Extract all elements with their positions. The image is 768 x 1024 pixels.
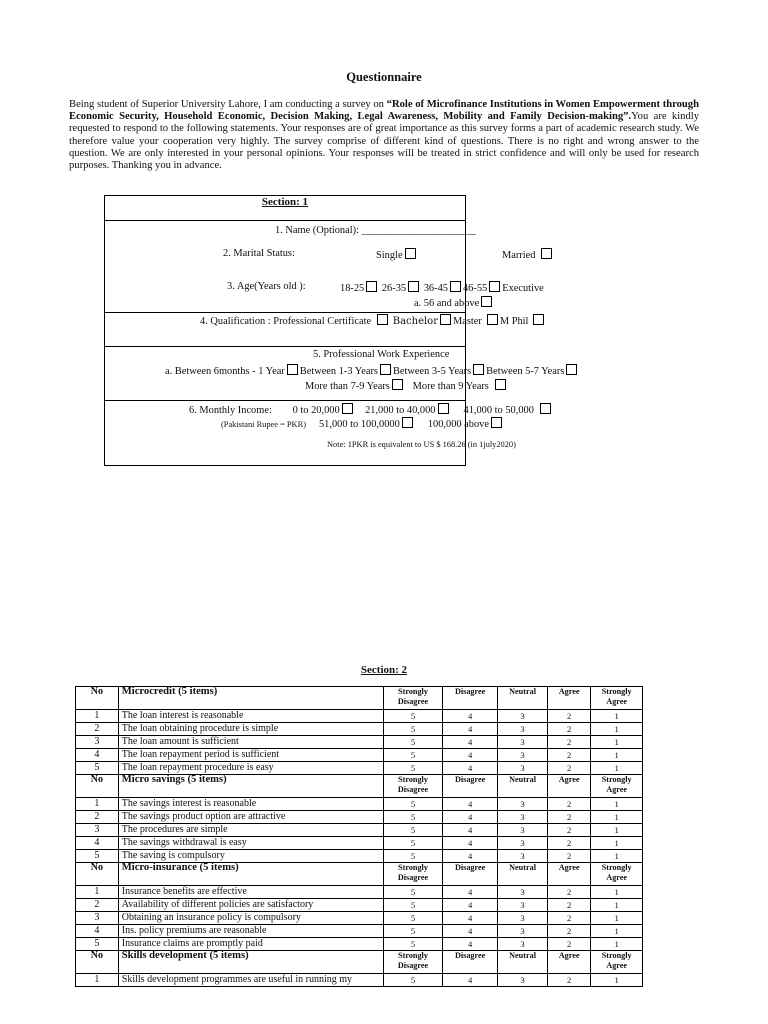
score-cell[interactable]: 2: [547, 837, 591, 850]
score-cell[interactable]: 5: [384, 938, 443, 951]
score-cell[interactable]: 4: [442, 899, 497, 912]
item-statement: The savings interest is reasonable: [118, 798, 383, 811]
q1-name-field[interactable]: 1. Name (Optional): ______________________: [275, 225, 476, 236]
no-column-header: No: [76, 863, 119, 886]
score-cell[interactable]: 1: [591, 925, 643, 938]
q1-row: [105, 220, 476, 240]
scale-header: Neutral: [498, 775, 548, 798]
score-cell[interactable]: 4: [442, 925, 497, 938]
score-cell[interactable]: 3: [498, 974, 548, 987]
score-cell[interactable]: 1: [591, 886, 643, 899]
q3-opt-56-label: a. 56 and above: [414, 298, 480, 309]
score-cell[interactable]: 2: [547, 850, 591, 863]
q5-opt-1-3y: Between 1-3 Years: [299, 366, 378, 377]
exchange-rate-note: Note: 1PKR is equivalent to US $ 168.26 (in 1july2020): [327, 440, 516, 449]
table-row: [76, 912, 643, 925]
q4-opt-mphil: M Phil: [499, 316, 529, 327]
q5-opt-3-5y: Between 3-5 Years: [392, 366, 472, 377]
score-cell[interactable]: 1: [591, 798, 643, 811]
q6-label: 6. Monthly Income:: [189, 405, 272, 416]
q2-single-label: Single: [376, 250, 403, 261]
score-cell[interactable]: 3: [498, 886, 548, 899]
score-cell[interactable]: 4: [442, 723, 497, 736]
score-cell[interactable]: 4: [442, 837, 497, 850]
q4-options: [200, 314, 546, 327]
item-number: 4: [76, 925, 119, 938]
score-cell[interactable]: 3: [498, 938, 548, 951]
item-statement: The procedures are simple: [118, 824, 383, 837]
checkbox-icon[interactable]: [533, 314, 544, 325]
checkbox-icon[interactable]: [491, 417, 502, 428]
no-column-header: No: [76, 687, 119, 710]
item-statement: Insurance claims are promptly paid: [118, 938, 383, 951]
item-statement: Skills development programmes are useful in running my: [118, 974, 383, 987]
score-cell[interactable]: 3: [498, 912, 548, 925]
checkbox-icon[interactable]: [366, 281, 377, 292]
q6-opt-51000-100000: 51,000 to 100,0000: [318, 419, 400, 430]
scale-header: Neutral: [498, 687, 548, 710]
item-statement: Ins. policy premiums are reasonable: [118, 925, 383, 938]
q3-label: 3. Age(Years old ):: [227, 281, 306, 292]
checkbox-icon[interactable]: [489, 281, 500, 292]
item-number: 5: [76, 938, 119, 951]
score-cell[interactable]: 1: [591, 850, 643, 863]
score-cell[interactable]: 4: [442, 798, 497, 811]
score-cell[interactable]: 5: [384, 974, 443, 987]
q6-row: [105, 400, 534, 466]
score-cell[interactable]: 2: [547, 824, 591, 837]
checkbox-icon[interactable]: [541, 248, 552, 259]
checkbox-icon[interactable]: [377, 314, 388, 325]
checkbox-icon[interactable]: [287, 364, 298, 375]
scale-header: Agree: [547, 775, 591, 798]
q4-row: [105, 312, 529, 346]
checkbox-icon[interactable]: [566, 364, 577, 375]
table-row: [76, 824, 643, 837]
item-number: 2: [76, 811, 119, 824]
scale-header: Strongly Agree: [591, 951, 643, 974]
table-row: [76, 736, 643, 749]
scale-header: Strongly Agree: [591, 775, 643, 798]
q3-options: [340, 281, 544, 294]
item-statement: The loan repayment period is sufficient: [118, 749, 383, 762]
item-number: 3: [76, 912, 119, 925]
q6-opt-0-20000: 0 to 20,000: [292, 405, 340, 416]
score-cell[interactable]: 5: [384, 925, 443, 938]
table-row: [76, 938, 643, 951]
table-row: [76, 811, 643, 824]
score-cell[interactable]: 2: [547, 762, 591, 775]
scale-header: Strongly Agree: [591, 687, 643, 710]
checkbox-icon[interactable]: [495, 379, 506, 390]
item-number: 1: [76, 886, 119, 899]
no-column-header: No: [76, 951, 119, 974]
score-cell[interactable]: 3: [498, 798, 548, 811]
scale-header: Strongly Disagree: [384, 775, 443, 798]
group-header-row: [76, 687, 643, 710]
q2-single-option[interactable]: [376, 248, 418, 261]
score-cell[interactable]: 5: [384, 837, 443, 850]
scale-header: Agree: [547, 687, 591, 710]
q2-label: 2. Marital Status:: [223, 248, 295, 259]
table-row: [76, 886, 643, 899]
q3-opt-46-55: 46-55: [462, 283, 488, 294]
score-cell[interactable]: 2: [547, 938, 591, 951]
item-statement: Insurance benefits are effective: [118, 886, 383, 899]
checkbox-icon[interactable]: [438, 403, 449, 414]
q5-opt-5-7y: Between 5-7 Years: [486, 366, 565, 377]
intro-text-2: You are kindly requested to respond to the following statements. Your responses are of great importance as this survey forms a part of academic research study. We therefore value your cooperation very highly. The survey comprise of different kind of questions. There is no right and wrong answer to the question. We are only interested in your personal opinions. Your responses will be treated in strict confidence and will only be used for research purposes. Thanking you in advance.: [69, 111, 699, 172]
score-cell[interactable]: 3: [498, 710, 548, 723]
checkbox-icon[interactable]: [487, 314, 498, 325]
table-row: [76, 837, 643, 850]
score-cell[interactable]: 2: [547, 798, 591, 811]
checkbox-icon[interactable]: [408, 281, 419, 292]
table-row: [76, 723, 643, 736]
q5-options-line1: [165, 364, 579, 377]
score-cell[interactable]: 2: [547, 886, 591, 899]
no-column-header: No: [76, 775, 119, 798]
score-cell[interactable]: 4: [442, 974, 497, 987]
section-2-header: Section: 2: [360, 664, 408, 676]
score-cell[interactable]: 5: [384, 736, 443, 749]
score-cell[interactable]: 4: [442, 824, 497, 837]
score-cell[interactable]: 3: [498, 850, 548, 863]
score-cell[interactable]: 5: [384, 824, 443, 837]
q6-opt-21000-40000: 21,000 to 40,000: [365, 405, 436, 416]
score-cell[interactable]: 5: [384, 723, 443, 736]
score-cell[interactable]: 3: [498, 749, 548, 762]
checkbox-icon[interactable]: [440, 314, 451, 325]
score-cell[interactable]: 5: [384, 912, 443, 925]
score-cell[interactable]: 1: [591, 710, 643, 723]
score-cell[interactable]: 2: [547, 749, 591, 762]
scale-header: Disagree: [442, 687, 497, 710]
scale-header: Neutral: [498, 863, 548, 886]
q6-opt-100000-above: 100,000 above: [427, 419, 489, 430]
score-cell[interactable]: 4: [442, 938, 497, 951]
table-row: [76, 850, 643, 863]
group-title: Micro savings (5 items): [118, 775, 383, 798]
score-cell[interactable]: 4: [442, 886, 497, 899]
page-title: Questionnaire: [346, 70, 422, 84]
score-cell[interactable]: 1: [591, 899, 643, 912]
score-cell[interactable]: 3: [498, 925, 548, 938]
score-cell[interactable]: 2: [547, 912, 591, 925]
score-cell[interactable]: 5: [384, 749, 443, 762]
checkbox-icon[interactable]: [405, 248, 416, 259]
scale-header: Strongly Agree: [591, 863, 643, 886]
q6-currency-note: (Pakistani Rupee = PKR): [221, 420, 306, 429]
score-cell[interactable]: 1: [591, 736, 643, 749]
score-cell[interactable]: 1: [591, 974, 643, 987]
item-statement: The saving is compulsory: [118, 850, 383, 863]
q4-opt-master: Master: [453, 316, 482, 327]
q3-opt-18-25: 18-25: [340, 283, 365, 294]
score-cell[interactable]: 1: [591, 749, 643, 762]
item-number: 5: [76, 762, 119, 775]
group-header-row: [76, 863, 643, 886]
item-statement: Obtaining an insurance policy is compulsory: [118, 912, 383, 925]
score-cell[interactable]: 1: [591, 824, 643, 837]
group-title: Microcredit (5 items): [118, 687, 383, 710]
checkbox-icon[interactable]: [481, 296, 492, 307]
q6-options-line2: [221, 417, 504, 430]
q6-options-line1: [189, 403, 553, 416]
item-number: 2: [76, 723, 119, 736]
q3-opt-56-above[interactable]: [414, 296, 494, 309]
score-cell[interactable]: 2: [547, 925, 591, 938]
score-cell[interactable]: 4: [442, 850, 497, 863]
score-cell[interactable]: 2: [547, 899, 591, 912]
score-cell[interactable]: 1: [591, 811, 643, 824]
item-number: 3: [76, 736, 119, 749]
score-cell[interactable]: 3: [498, 762, 548, 775]
section-1-box: [104, 195, 565, 466]
checkbox-icon[interactable]: [380, 364, 391, 375]
item-statement: The loan obtaining procedure is simple: [118, 723, 383, 736]
group-header-row: [76, 775, 643, 798]
q4-label: 4. Qualification : Professional Certificate: [200, 316, 372, 327]
score-cell[interactable]: 3: [498, 723, 548, 736]
item-statement: The savings withdrawal is easy: [118, 837, 383, 850]
intro-study-title: “Role of Microfinance Institutions in Women Empowerment through Economic Security, Household Economic, Decision Making, Legal Awareness, Mobility and Family Decision-making”.: [69, 99, 699, 123]
scale-header: Agree: [547, 863, 591, 886]
score-cell[interactable]: 1: [591, 912, 643, 925]
score-cell[interactable]: 3: [498, 824, 548, 837]
q3-opt-executive: Executive: [502, 283, 544, 294]
score-cell[interactable]: 1: [591, 762, 643, 775]
score-cell[interactable]: 3: [498, 811, 548, 824]
q5-row: [105, 346, 565, 400]
score-cell[interactable]: 4: [442, 762, 497, 775]
q2-married-option[interactable]: [502, 248, 554, 261]
table-row: [76, 974, 643, 987]
item-number: 1: [76, 974, 119, 987]
item-number: 1: [76, 710, 119, 723]
checkbox-icon[interactable]: [450, 281, 461, 292]
score-cell[interactable]: 5: [384, 710, 443, 723]
scale-header: Strongly Disagree: [384, 863, 443, 886]
score-cell[interactable]: 2: [547, 710, 591, 723]
likert-table: [75, 686, 643, 987]
score-cell[interactable]: 2: [547, 723, 591, 736]
table-row: [76, 899, 643, 912]
score-cell[interactable]: 2: [547, 736, 591, 749]
score-cell[interactable]: 4: [442, 710, 497, 723]
q5-opt-7-9y: More than 7-9 Years: [305, 381, 390, 392]
q3-opt-26-35: 26-35: [381, 283, 407, 294]
item-number: 4: [76, 837, 119, 850]
q4-opt-bachelor: Bachelor: [392, 316, 438, 327]
score-cell[interactable]: 1: [591, 723, 643, 736]
score-cell[interactable]: 5: [384, 850, 443, 863]
score-cell[interactable]: 4: [442, 749, 497, 762]
q5-opt-9y: More than 9 Years: [412, 381, 489, 392]
score-cell[interactable]: 4: [442, 811, 497, 824]
checkbox-icon[interactable]: [473, 364, 484, 375]
table-row: [76, 798, 643, 811]
table-row: [76, 925, 643, 938]
score-cell[interactable]: 5: [384, 811, 443, 824]
scale-header: Disagree: [442, 951, 497, 974]
intro-text-1: Being student of Superior University Lahore, I am conducting a survey on: [69, 99, 387, 110]
item-statement: The loan amount is sufficient: [118, 736, 383, 749]
checkbox-icon[interactable]: [540, 403, 551, 414]
score-cell[interactable]: 5: [384, 886, 443, 899]
table-row: [76, 749, 643, 762]
q3-opt-36-45: 36-45: [423, 283, 448, 294]
q5-options-line2: [305, 379, 508, 392]
score-cell[interactable]: 5: [384, 762, 443, 775]
score-cell[interactable]: 3: [498, 899, 548, 912]
scale-header: Disagree: [442, 775, 497, 798]
item-number: 5: [76, 850, 119, 863]
intro-paragraph: [69, 99, 699, 172]
q2-row: [105, 240, 536, 270]
score-cell[interactable]: 4: [442, 736, 497, 749]
q2-married-label: Married: [502, 250, 536, 261]
group-title: Micro-insurance (5 items): [118, 863, 383, 886]
table-row: [76, 710, 643, 723]
checkbox-icon[interactable]: [392, 379, 403, 390]
section-1-header: Section: 1: [261, 196, 309, 208]
score-cell[interactable]: 1: [591, 938, 643, 951]
table-row: [76, 762, 643, 775]
q6-opt-41000-50000: 41,000 to 50,000: [463, 405, 534, 416]
checkbox-icon[interactable]: [342, 403, 353, 414]
score-cell[interactable]: 2: [547, 974, 591, 987]
item-statement: The loan interest is reasonable: [118, 710, 383, 723]
group-header-row: [76, 951, 643, 974]
item-statement: The loan repayment procedure is easy: [118, 762, 383, 775]
q5-label: 5. Professional Work Experience: [313, 349, 450, 360]
item-statement: Availability of different policies are satisfactory: [118, 899, 383, 912]
item-statement: The savings product option are attractive: [118, 811, 383, 824]
score-cell[interactable]: 1: [591, 837, 643, 850]
scale-header: Disagree: [442, 863, 497, 886]
item-number: 1: [76, 798, 119, 811]
checkbox-icon[interactable]: [402, 417, 413, 428]
scale-header: Strongly Disagree: [384, 687, 443, 710]
score-cell[interactable]: 5: [384, 899, 443, 912]
item-number: 4: [76, 749, 119, 762]
score-cell[interactable]: 3: [498, 837, 548, 850]
q3-row: [105, 270, 544, 312]
group-title: Skills development (5 items): [118, 951, 383, 974]
item-number: 2: [76, 899, 119, 912]
scale-header: Neutral: [498, 951, 548, 974]
scale-header: Strongly Disagree: [384, 951, 443, 974]
q5-opt-6m-1y: a. Between 6months - 1 Year: [165, 366, 285, 377]
score-cell[interactable]: 2: [547, 811, 591, 824]
score-cell[interactable]: 3: [498, 736, 548, 749]
score-cell[interactable]: 5: [384, 798, 443, 811]
score-cell[interactable]: 4: [442, 912, 497, 925]
item-number: 3: [76, 824, 119, 837]
scale-header: Agree: [547, 951, 591, 974]
